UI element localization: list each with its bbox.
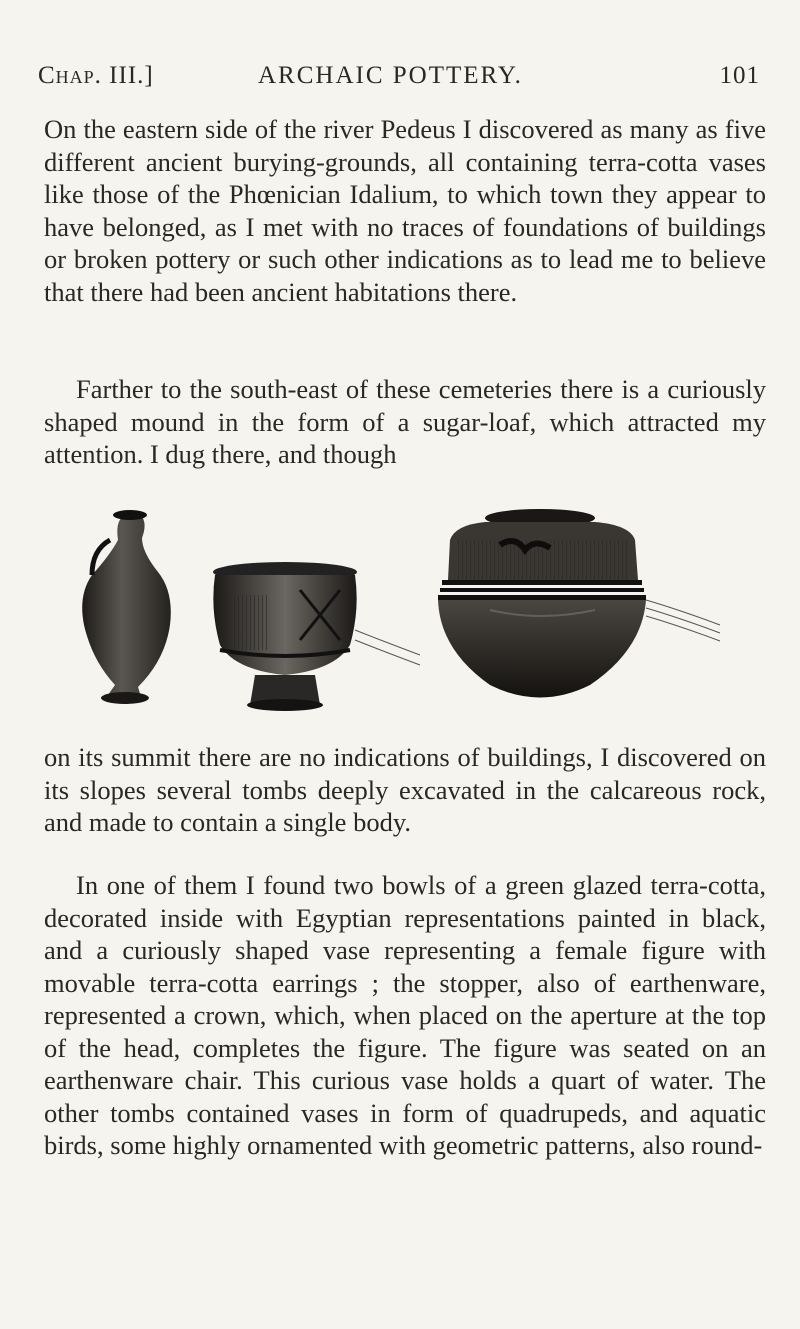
paragraph-2: Farther to the south-east of these cemeteries there is a curiously shaped mound in the form of a sugar-loaf, which attracted my attention. I dug there, and though <box>44 374 766 469</box>
paragraph-1: On the eastern side of the river Pedeus I discovered as many as five different ancient burying-grounds, all containing terra-cotta vases like those of the Phœnician Idalium, to which town they appear to have belonged, as I met with no traces of foundations of buildings or broken pottery or such other indications as to lead me to believe that there had been ancient habitations there. <box>44 114 766 307</box>
paragraph-4: In one of them I found two bowls of a green glazed terra-cotta, decorated inside with Egyptian representations painted in black, and a curiously shaped vase representing a female figure with movable terra-cotta earrings ; the stopper, also of earthenware, represented a crown, which, when placed on the aperture at the top of the head, completes the figure. The figure was seated on an earthenware chair. This curious vase holds a quart of water. The other tombs contained vases in form of quadrupeds, and aquatic birds, some highly ornamented with geometric patterns, also round- <box>44 870 766 1160</box>
chapter-label: Chap. III.] <box>38 62 154 89</box>
pottery-illustration <box>70 500 770 725</box>
running-title: ARCHAIC POTTERY. <box>258 62 523 89</box>
large-jar-drawing <box>438 509 720 698</box>
running-header <box>38 62 760 96</box>
footed-bowl-drawing <box>213 562 420 711</box>
page-number: 101 <box>719 62 760 89</box>
paragraph-3: on its summit there are no indications of buildings, I discovered on its slopes several tombs deeply excavated in the calcareous rock, and made to contain a single body. <box>44 742 766 837</box>
jug-vase-drawing <box>82 510 171 704</box>
